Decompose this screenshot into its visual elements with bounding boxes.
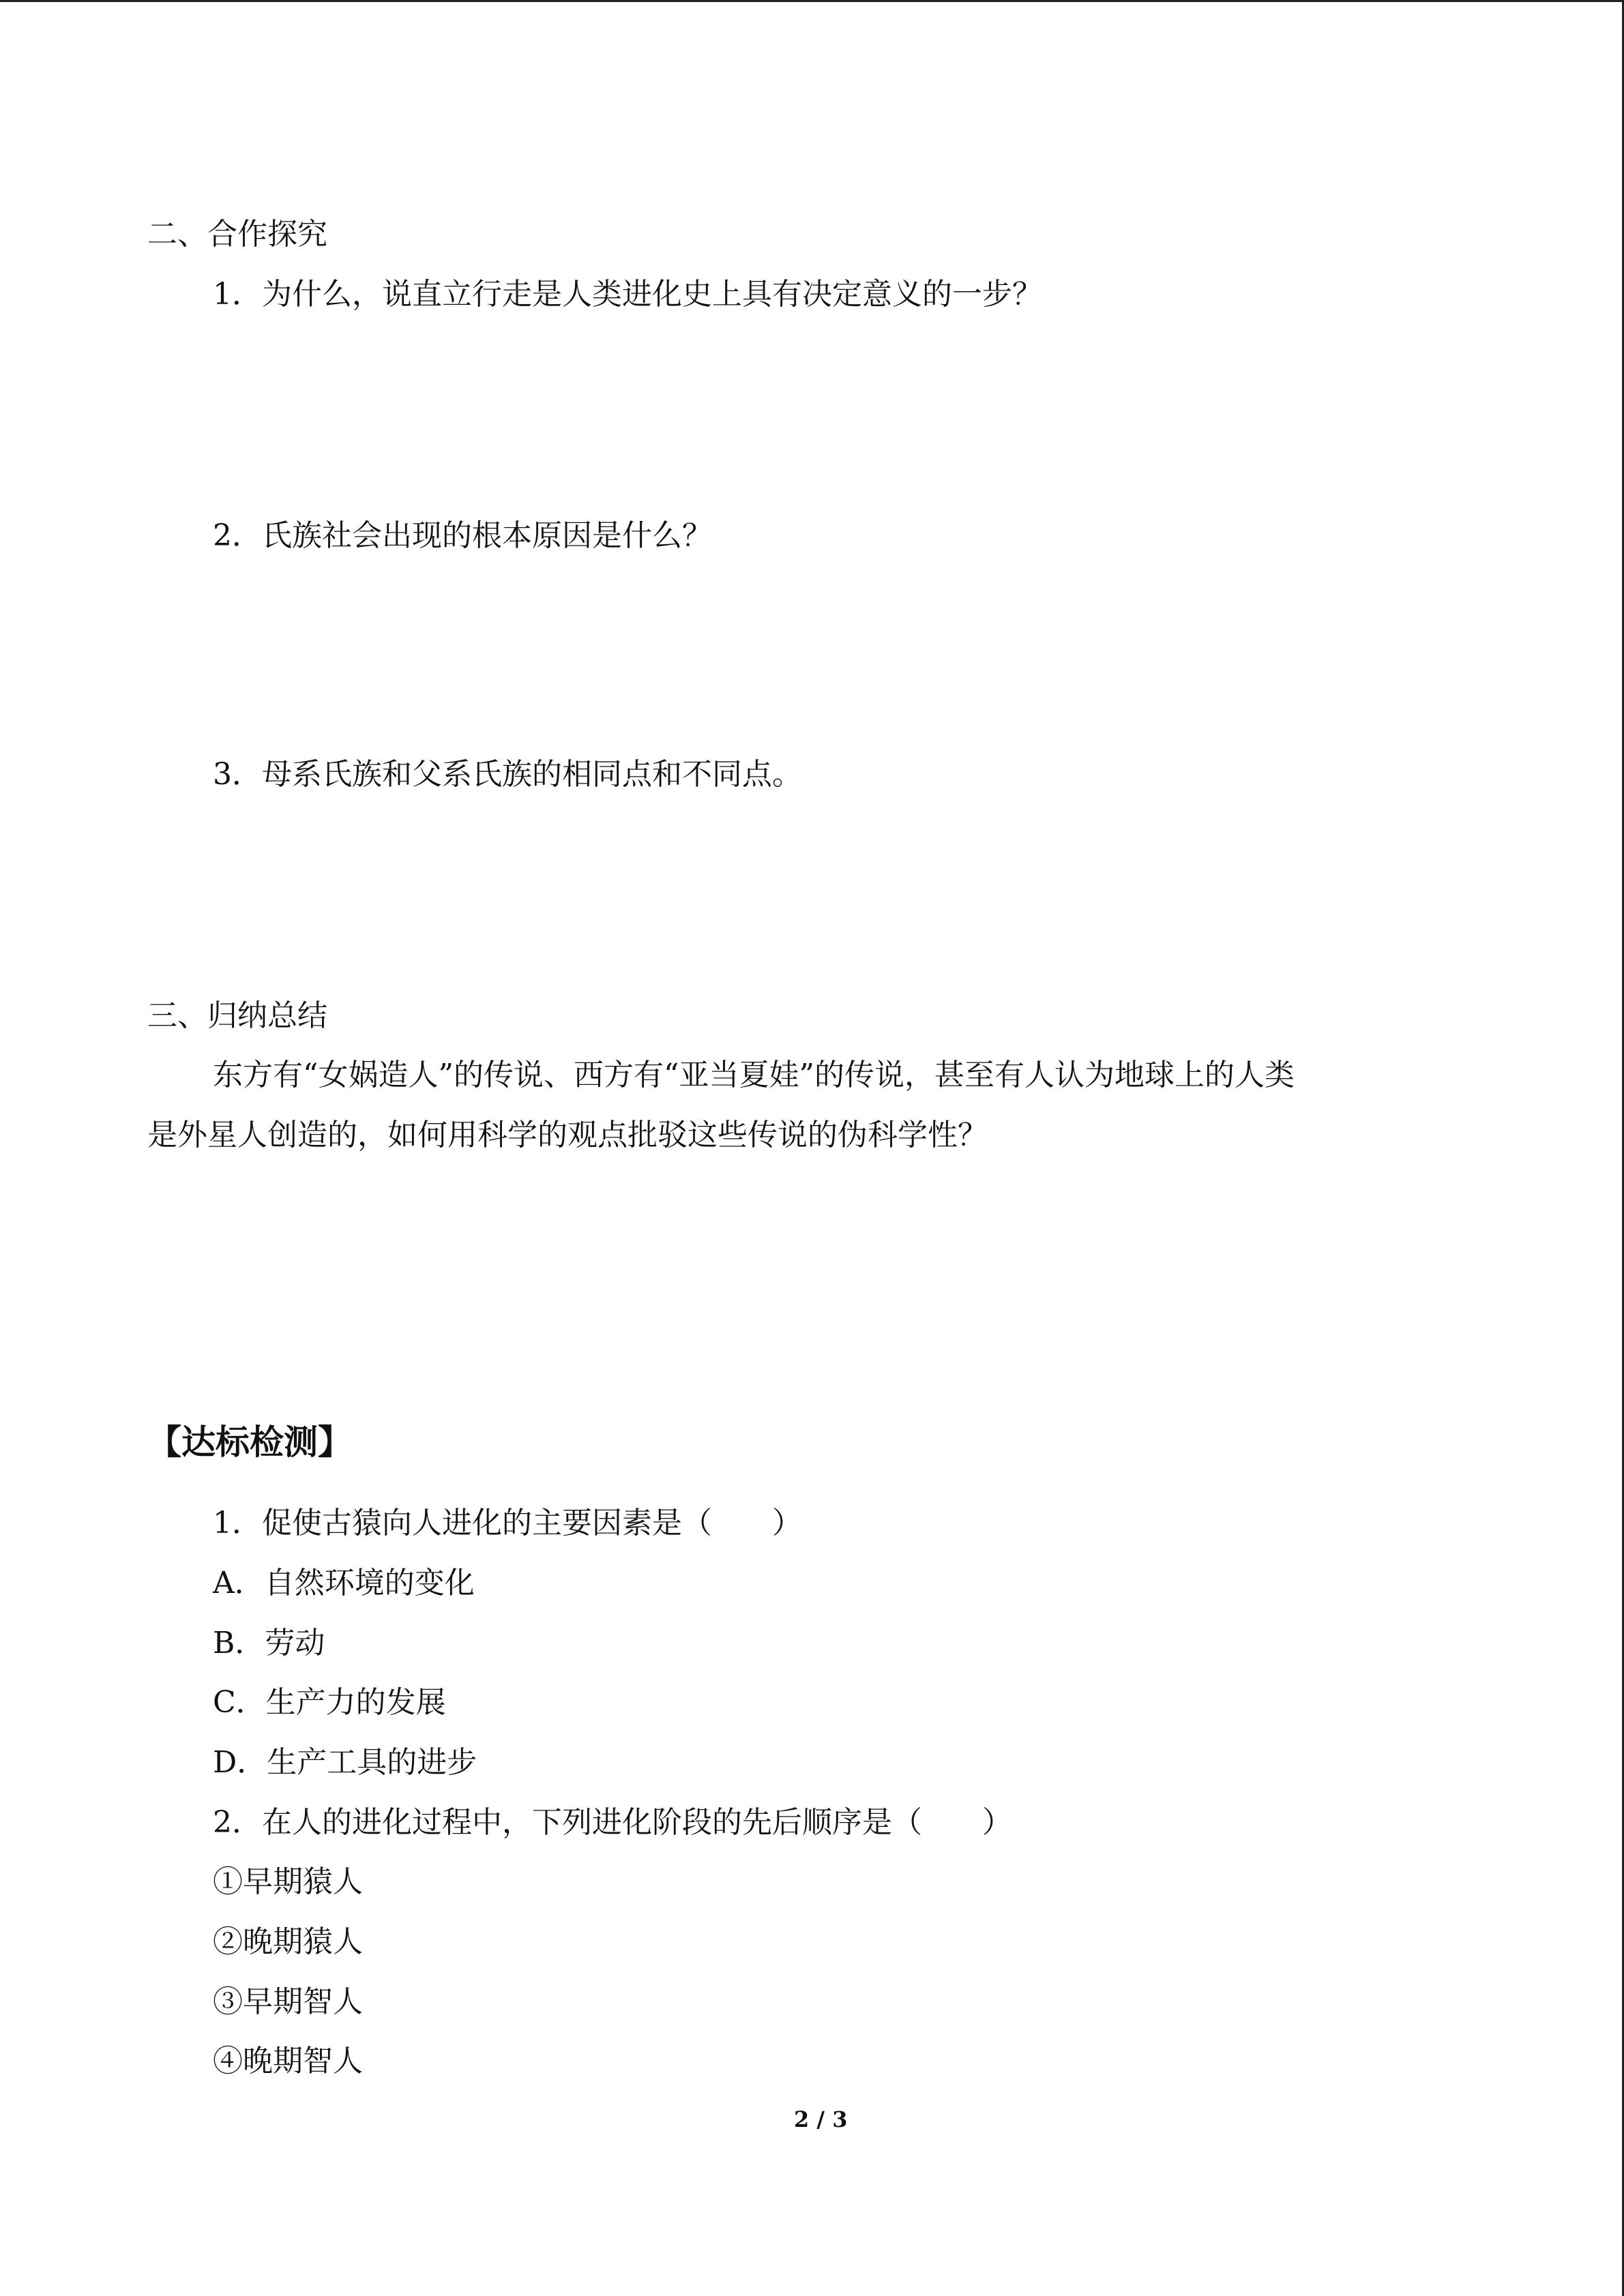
question-3: 3．母系氏族和父系氏族的相同点和不同点。 xyxy=(213,757,802,792)
test-q1-option-d: D．生产工具的进步 xyxy=(213,1745,477,1780)
test-section-heading: 【达标检测】 xyxy=(147,1422,352,1462)
test-q2-option-2: ②晚期猿人 xyxy=(213,1924,363,1959)
section-heading-cooperation: 二、合作探究 xyxy=(147,217,327,252)
test-question-1: 1．促使古猿向人进化的主要因素是（ ） xyxy=(213,1506,802,1540)
page-top-border xyxy=(0,0,1624,2)
section-heading-summary: 三、归纳总结 xyxy=(147,998,327,1033)
test-question-2: 2．在人的进化过程中，下列进化阶段的先后顺序是（ ） xyxy=(213,1805,1012,1840)
question-2: 2．氏族社会出现的根本原因是什么？ xyxy=(213,518,712,553)
page-number: 2 / 3 xyxy=(794,2106,848,2132)
test-q2-option-1: ①早期猿人 xyxy=(213,1864,363,1899)
test-q2-option-4: ④晚期智人 xyxy=(213,2044,363,2078)
test-q2-option-3: ③早期智人 xyxy=(213,1984,363,2019)
test-q1-option-a: A．自然环境的变化 xyxy=(213,1566,475,1600)
summary-paragraph-line-2: 是外星人创造的，如何用科学的观点批驳这些传说的伪科学性？ xyxy=(147,1118,988,1152)
question-1: 1．为什么，说直立行走是人类进化史上具有决定意义的一步？ xyxy=(213,277,1042,312)
test-q1-option-c: C．生产力的发展 xyxy=(213,1685,446,1720)
test-q1-option-b: B．劳动 xyxy=(213,1626,325,1660)
summary-paragraph-line-1: 东方有“女娲造人”的传说、西方有“亚当夏娃”的传说，甚至有人认为地球上的人类 xyxy=(213,1058,1295,1092)
